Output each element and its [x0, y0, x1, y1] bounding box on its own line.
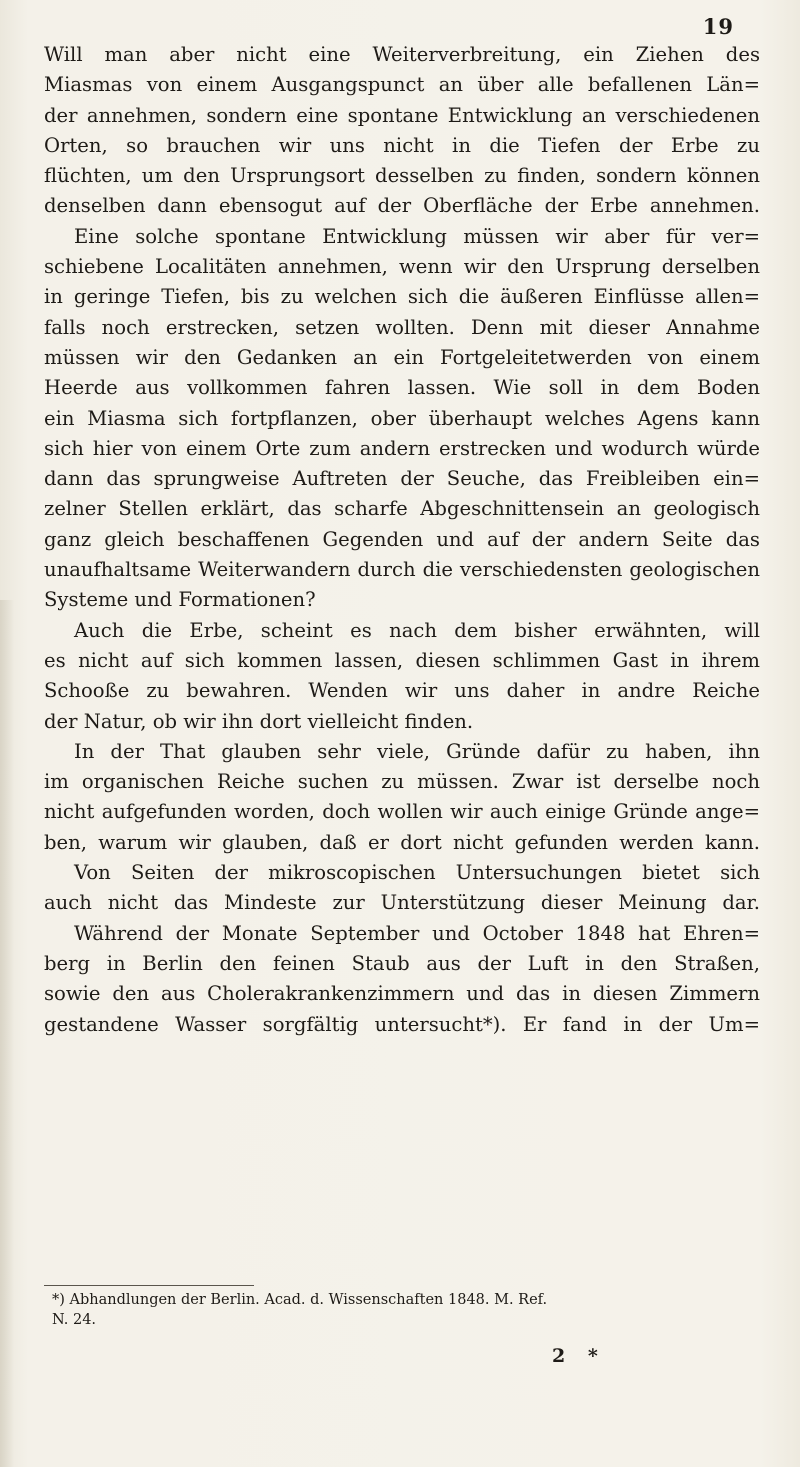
text-line: nicht aufgefunden worden, doch wollen wir auch einige Gründe ange=	[44, 800, 760, 824]
text-line: ben, warum wir glauben, daß er dort nicht gefunden werden kann.	[44, 830, 760, 854]
text-line: der annehmen, sondern eine spontane Entwicklung an verschiedenen	[44, 103, 760, 127]
text-line: In der That glauben sehr viele, Gründe dafür zu haben, ihn	[74, 739, 760, 763]
text-line: Heerde aus vollkommen fahren lassen. Wie soll in dem Boden	[44, 376, 760, 400]
text-line: flüchten, um den Ursprungsort desselben zu finden, sondern können	[44, 164, 760, 188]
text-line: Miasmas von einem Ausgangspunct an über alle befallenen Län=	[44, 73, 760, 97]
footnote-rule	[44, 1285, 254, 1286]
page-number: 19	[702, 14, 734, 39]
text-line: müssen wir den Gedanken an ein Fortgeleitetwerden von einem	[44, 345, 760, 369]
text-line: Systeme und Formationen?	[44, 588, 316, 612]
text-line: unaufhaltsame Weiterwandern durch die verschiedensten geologischen	[44, 558, 760, 582]
text-line: der Natur, ob wir ihn dort vielleicht finden.	[44, 709, 474, 733]
text-line: dann das sprungweise Auftreten der Seuche, das Freibleiben ein=	[44, 467, 760, 491]
printer-signature-mark: 2 *	[552, 1345, 606, 1367]
body-text	[44, 40, 760, 1040]
text-line: falls noch erstrecken, setzen wollten. Denn mit dieser Annahme	[44, 315, 760, 339]
text-line: gestandene Wasser sorgfältig untersucht*). Er fand in der Um=	[44, 1012, 760, 1036]
text-line: in geringe Tiefen, bis zu welchen sich die äußeren Einflüsse allen=	[44, 285, 760, 309]
text-line: im organischen Reiche suchen zu müssen. Zwar ist derselbe noch	[44, 770, 760, 794]
text-line: es nicht auf sich kommen lassen, diesen schlimmen Gast in ihrem	[44, 648, 760, 672]
text-line: ein Miasma sich fortpflanzen, ober überhaupt welches Agens kann	[44, 406, 760, 430]
text-line: auch nicht das Mindeste zur Unterstützung dieser Meinung dar.	[44, 891, 760, 915]
text-line: sich hier von einem Orte zum andern erstrecken und wodurch würde	[44, 436, 760, 460]
text-line: Will man aber nicht eine Weiterverbreitung, ein Ziehen des	[44, 43, 760, 66]
footnote-line: *) Abhandlungen der Berlin. Acad. d. Wissenschaften 1848. M. Ref.	[52, 1292, 548, 1308]
text-line: sowie den aus Cholerakrankenzimmern und das in diesen Zimmern	[44, 982, 760, 1006]
text-line: zelner Stellen erklärt, das scharfe Abgeschnittensein an geologisch	[44, 497, 760, 521]
text-line: Orten, so brauchen wir uns nicht in die Tiefen der Erbe zu	[44, 133, 760, 157]
text-line: Von Seiten der mikroscopischen Untersuchungen bietet sich	[74, 861, 760, 885]
text-line: ganz gleich beschaffenen Gegenden und auf der andern Seite das	[44, 527, 760, 551]
text-line: Eine solche spontane Entwicklung müssen wir aber für ver=	[74, 224, 760, 248]
text-line: denselben dann ebensogut auf der Oberfläche der Erbe annehmen.	[44, 194, 760, 218]
text-line: Während der Monate September und October 1848 hat Ehren=	[74, 921, 760, 945]
text-line: Auch die Erbe, scheint es nach dem bisher erwähnten, will	[74, 618, 760, 642]
page-edge-shadow	[0, 600, 14, 1467]
footnote	[52, 1290, 752, 1330]
footnote-line: N. 24.	[52, 1312, 97, 1328]
text-line: schiebene Localitäten annehmen, wenn wir den Ursprung derselben	[44, 255, 760, 279]
text-line: berg in Berlin den feinen Staub aus der Luft in den Straßen,	[44, 951, 760, 975]
text-line: Schooße zu bewahren. Wenden wir uns daher in andre Reiche	[44, 679, 760, 703]
